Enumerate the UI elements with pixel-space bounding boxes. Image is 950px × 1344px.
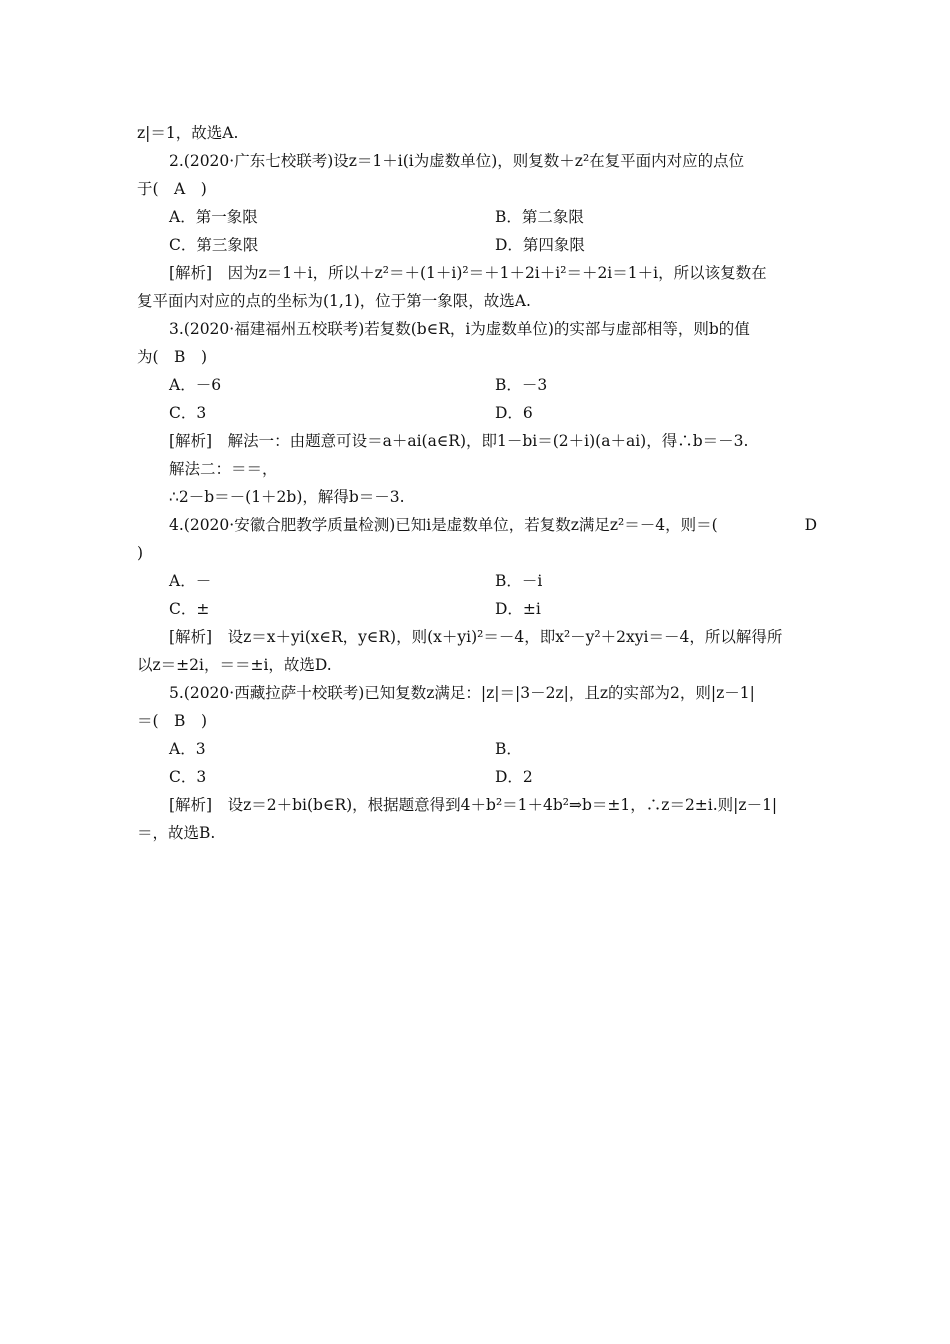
option-b: B．－i bbox=[495, 572, 543, 590]
question-3-analysis: [解析] 解法一：由题意可设＝a＋ai(a∈R)，即1－bi＝(2＋i)(a＋ai)，得∴b＝－3. bbox=[169, 432, 749, 450]
question-5-options-row-1 bbox=[169, 739, 849, 759]
option-a: A．－6 bbox=[169, 376, 222, 394]
text-line: ) bbox=[137, 544, 144, 562]
question-3-stem: 3.(2020·福建福州五校联考)若复数(b∈R，i为虚数单位)的实部与虚部相等，则b的值 bbox=[169, 320, 750, 338]
question-2-options-row-1 bbox=[169, 207, 849, 227]
text-line: 解法二：＝＝， bbox=[169, 460, 278, 478]
option-c: C．3 bbox=[169, 404, 207, 422]
option-b: B． bbox=[495, 740, 522, 758]
question-4-answer: D bbox=[804, 516, 817, 534]
option-d: D．2 bbox=[495, 768, 533, 786]
text-line: ＝，故选B. bbox=[137, 824, 216, 842]
option-a: A．－ bbox=[169, 572, 212, 590]
question-5-stem: 5.(2020·西藏拉萨十校联考)已知复数z满足：|z|＝|3－2z|，且z的实部为2，则|z－1| bbox=[169, 684, 755, 702]
question-2-options-row-2 bbox=[169, 235, 849, 255]
question-4-text: 4.(2020·安徽合肥教学质量检测)已知i是虚数单位，若复数z满足z²＝－4，则＝( bbox=[169, 516, 718, 534]
question-4-analysis: [解析] 设z＝x＋yi(x∈R，y∈R)，则(x＋yi)²＝－4，即x²－y²＋2xyi＝－4，所以解得所 bbox=[169, 628, 783, 646]
option-d: D．6 bbox=[495, 404, 533, 422]
question-5-analysis: [解析] 设z＝2＋bi(b∈R)，根据题意得到4＋b²＝1＋4b²⇒b＝±1，∴z＝2±i.则|z－1| bbox=[169, 796, 778, 814]
question-2-analysis: [解析] 因为z＝1＋i，所以＋z²＝＋(1＋i)²＝＋1＋2i＋i²＝＋2i＝1＋i，所以该复数在 bbox=[169, 264, 767, 282]
question-4-options-row-2 bbox=[169, 599, 849, 619]
text-line: z|＝1，故选A. bbox=[137, 124, 239, 142]
question-3-answer: 为( B ) bbox=[137, 348, 207, 366]
question-4-options-row-1 bbox=[169, 571, 849, 591]
option-d: D．第四象限 bbox=[495, 236, 585, 254]
option-c: C．3 bbox=[169, 768, 207, 786]
question-4-stem bbox=[169, 515, 817, 535]
question-3-options-row-1 bbox=[169, 375, 849, 395]
question-2-answer: 于( A ) bbox=[137, 180, 207, 198]
question-5-answer: ＝( B ) bbox=[137, 712, 207, 730]
question-3-options-row-2 bbox=[169, 403, 849, 423]
option-c: C．± bbox=[169, 600, 210, 618]
option-d: D．±i bbox=[495, 600, 541, 618]
option-c: C．第三象限 bbox=[169, 236, 259, 254]
text-line: 复平面内对应的点的坐标为(1,1)，位于第一象限，故选A. bbox=[137, 292, 531, 310]
option-a: A．3 bbox=[169, 740, 206, 758]
question-2-stem: 2.(2020·广东七校联考)设z＝1＋i(i为虚数单位)，则复数＋z²在复平面内对应的点位 bbox=[169, 152, 745, 170]
question-5-options-row-2 bbox=[169, 767, 849, 787]
option-b: B．－3 bbox=[495, 376, 548, 394]
option-a: A．第一象限 bbox=[169, 208, 258, 226]
text-line: 以z＝±2i，＝＝±i，故选D. bbox=[137, 656, 332, 674]
text-line: ∴2－b＝－(1＋2b)，解得b＝－3. bbox=[169, 488, 405, 506]
option-b: B．第二象限 bbox=[495, 208, 584, 226]
